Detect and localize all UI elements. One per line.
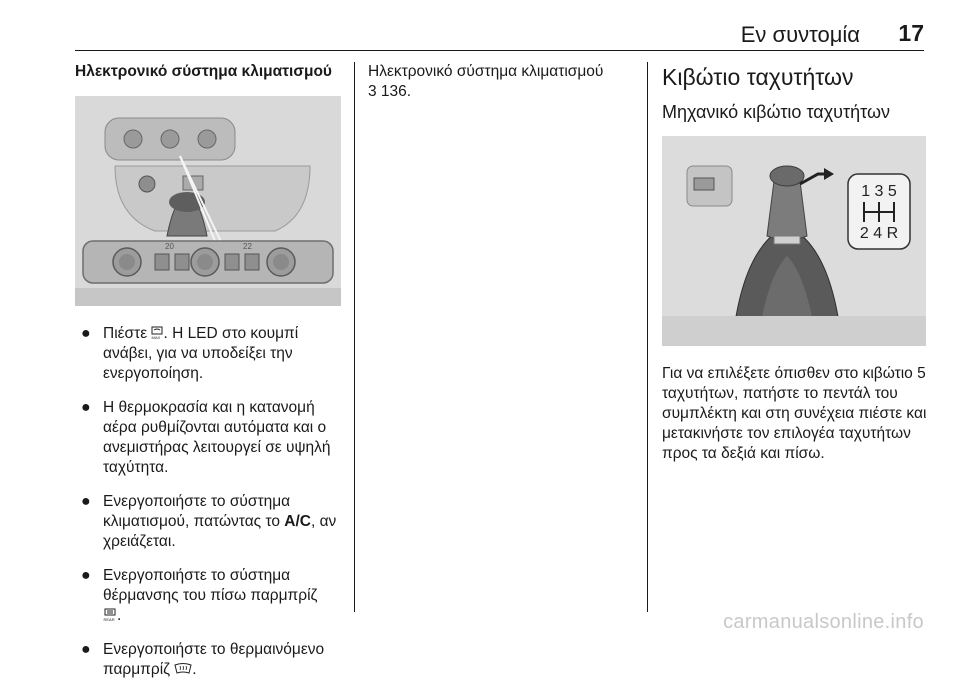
svg-text:MAX: MAX (151, 335, 161, 340)
ref-arrow-icon: 3 (368, 83, 377, 100)
manual-gearbox-subtitle: Μηχανικό κιβώτιο ταχυτήτων (662, 102, 891, 122)
crossref-text: Ηλεκτρονικό σύστημα κλιματισμού (368, 63, 604, 80)
column-divider (354, 62, 355, 612)
gearbox-title: Κιβώτιο ταχυτήτων (662, 64, 854, 90)
right-column (662, 62, 928, 464)
shift-pattern-bottom: 2 4 R (859, 225, 899, 242)
temp-right-label: 22 (243, 242, 252, 251)
watermark: carmanualsonline.info (723, 611, 924, 633)
list-item: ● Ενεργοποιήστε το σύστημα θέρμανσης του πίσω παρμπρίζ REAR . (81, 567, 318, 624)
header-rule (75, 50, 924, 51)
crossref-link[interactable]: 3 136. (368, 83, 412, 100)
climate-control-panel-photo (75, 96, 341, 306)
column-divider (647, 62, 648, 612)
ac-label: A/C (284, 513, 311, 530)
gear-shift-photo (662, 136, 926, 346)
middle-column (368, 62, 638, 102)
climate-bullet-list (75, 324, 343, 680)
page-header (0, 0, 960, 52)
gearbox-paragraph: Για να επιλέξετε όπισθεν στο κιβώτιο 5 ταχυτήτων, πατήστε το πεντάλ του συμπλέκτη και στη συνέχεια πιέστε και μετακινήστε τον επιλογέα ταχυτήτων προς τα δεξιά και πίσω. (662, 365, 927, 462)
rear-window-heat-icon (103, 608, 117, 622)
list-item: ● Ενεργοποιήστε το θερμαινόμενο παρμπρίζ . (81, 641, 325, 678)
heated-windscreen-icon (174, 662, 192, 676)
max-defrost-icon (151, 326, 163, 340)
climate-heading: Ηλεκτρονικό σύστημα κλιματισμού (75, 63, 332, 80)
list-item: ● Η θερμοκρασία και η κατανομή αέρα ρυθμίζονται αυτόματα και ο ανεμιστήρας λειτουργεί σε υψηλή ταχύτητα. (81, 399, 331, 476)
shift-pattern-top: 1 3 5 (861, 183, 897, 200)
left-column (75, 62, 343, 694)
temp-left-label: 20 (165, 242, 174, 251)
section-title: Εν συντομία (740, 22, 860, 47)
page-number: 17 (898, 20, 924, 46)
list-item: ● Ενεργοποιήστε το σύστημα κλιματισμού, πατώντας το A/C, αν χρειάζεται. (81, 493, 337, 550)
svg-text:REAR: REAR (103, 617, 115, 622)
list-item: ● Πιέστε MAX . Η LED στο κουμπί ανάβει, για να υποδείξει την ενεργοποίηση. (81, 325, 299, 382)
